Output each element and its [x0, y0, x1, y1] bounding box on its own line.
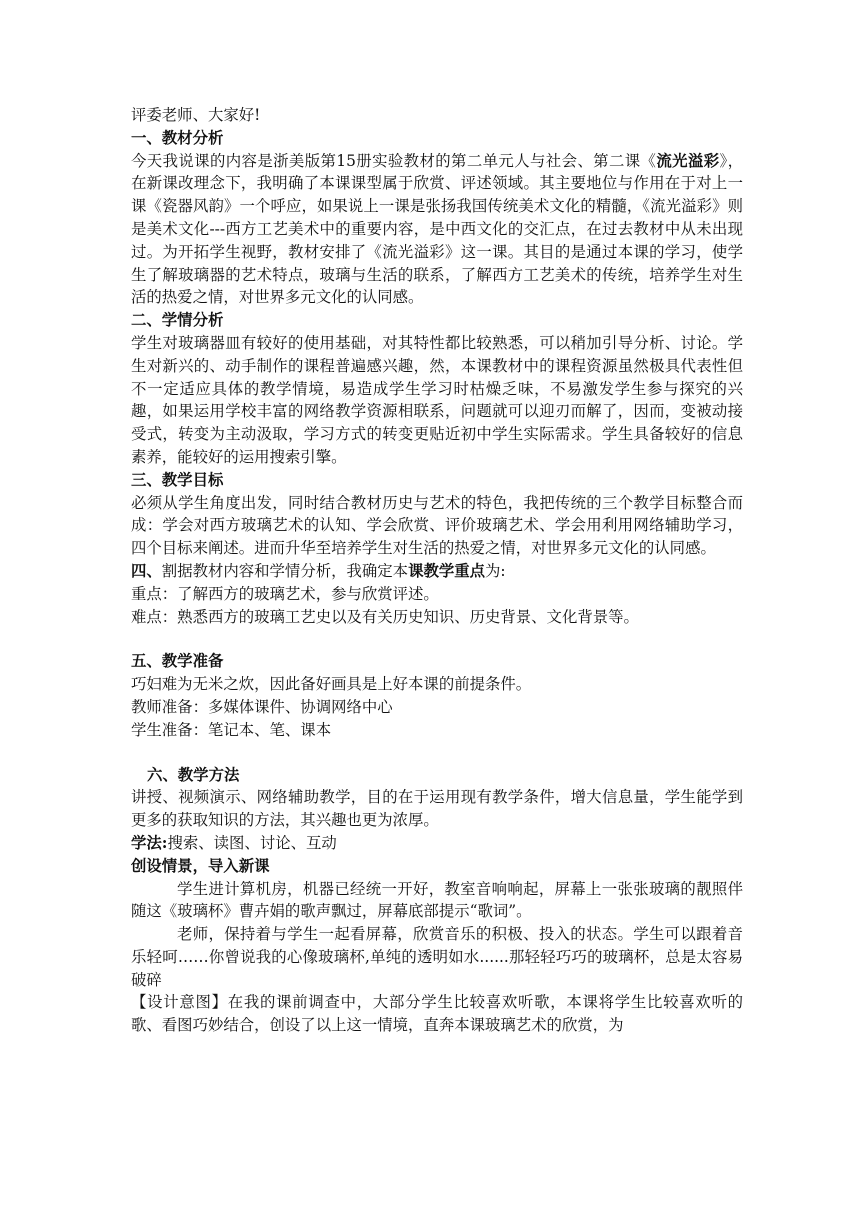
- intro-paragraph-1: 学生进计算机房，机器已经统一开好，教室音响响起，屏幕上一张张玻璃的靓照伴随这《玻璃杯》曹卉娟的歌声飘过，屏幕底部提示“歌词”。: [131, 879, 743, 921]
- section-heading-textbook-analysis: 一、教材分析: [131, 128, 224, 147]
- section-heading-key-points: [131, 560, 743, 583]
- blank-line: [131, 628, 743, 650]
- design-intent-paragraph: 【设计意图】在我的课前调查中，大部分学生比较喜欢听歌，本课将学生比较喜欢听的歌、看图巧妙结合，创设了以上这一情境，直奔本课玻璃艺术的欣赏，为: [131, 993, 743, 1035]
- document-page: [131, 104, 743, 1037]
- teaching-methods-paragraph: 讲授、视频演示、网络辅助教学，目的在于运用现有教学条件，增大信息量，学生能学到更多的获取知识的方法，其兴趣也更为浓厚。: [131, 788, 743, 830]
- text-run: 课教学重点: [408, 561, 486, 580]
- learning-methods-label: 学法:: [131, 833, 168, 852]
- student-preparation-line: 学生准备：笔记本、笔、课本: [131, 720, 332, 739]
- teaching-goals-paragraph: 必须从学生角度出发，同时结合教材历史与艺术的特色，我把传统的三个教学目标整合而成：学会对西方玻璃艺术的认知、学会欣赏、评价玻璃艺术、学会用利用网络辅助学习，四个目标来阐述。进而升华至培养学生对生活的热爱之情，对世界多元文化的认同感。: [131, 493, 743, 558]
- text-run: 四、: [131, 561, 162, 580]
- preparation-paragraph: 巧妇难为无米之炊，因此备好画具是上好本课的前提条件。: [131, 675, 532, 694]
- lesson-title-bold: 流光溢彩: [656, 151, 720, 170]
- text-run: 》，在新课改理念下，我明确了本课课型属于欣赏、评述领域。其主要地位与作用在于对上一课《瓷器风韵》一个呼应，如果说上一课是张扬我国传统美术文化的精髓，《流光溢彩》则是美术文化---西方工艺美术中的重要内容，是中西文化的交汇点，在过去教材中从未出现过。为开拓学生视野，教材安排了《流光溢彩》这一课。其目的是通过本课的学习，使学生了解玻璃器的艺术特点，玻璃与生活的联系，了解西方工艺美术的传统，培养学生对生活的热爱之情，对世界多元文化的认同感。: [131, 151, 743, 307]
- text-run: 为:: [485, 561, 506, 580]
- text-run: 今天我说课的内容是浙美版第15册实验教材的第二单元人与社会、第二课《: [131, 151, 657, 170]
- section-heading-intro: 创设情景，导入新课: [131, 856, 270, 875]
- learning-methods-text: 搜索、读图、讨论、互动: [167, 833, 337, 852]
- student-analysis-paragraph: 学生对玻璃器皿有较好的使用基础，对其特性都比较熟悉，可以稍加引导分析、讨论。学生对新兴的、动手制作的课程普遍感兴趣，然，本课教材中的课程资源虽然极具代表性但不一定适应具体的教学情境，易造成学生学习时枯燥乏味，不易激发学生参与探究的兴趣，如果运用学校丰富的网络教学资源相联系，问题就可以迎刃而解了，因而，变被动接受式，转变为主动汲取，学习方式的转变更贴近初中学生实际需求。学生具备较好的信息素养，能较好的运用搜索引擎。: [131, 333, 743, 466]
- learning-methods-line: [131, 832, 743, 855]
- textbook-analysis-paragraph: [131, 150, 743, 310]
- section-heading-student-analysis: 二、学情分析: [131, 311, 224, 330]
- intro-paragraph-2: 老师，保持着与学生一起看屏幕，欣赏音乐的积极、投入的状态。学生可以跟着音乐轻呵……你曾说我的心像玻璃杯,单纯的透明如水......那轻轻巧巧的玻璃杯，总是太容易破碎: [131, 925, 743, 989]
- blank-line: [131, 742, 743, 764]
- section-heading-teaching-preparation: 五、教学准备: [131, 652, 224, 671]
- difficult-point-line: 难点：熟悉西方的玻璃工艺史以及有关历史知识、历史背景、文化背景等。: [131, 607, 639, 626]
- greeting: 评委老师、大家好!: [131, 106, 261, 124]
- teacher-preparation-line: 教师准备：多媒体课件、协调网络中心: [131, 697, 393, 716]
- section-heading-teaching-methods: 六、教学方法: [147, 765, 240, 784]
- section-heading-teaching-goals: 三、教学目标: [131, 470, 224, 489]
- text-run: 割据教材内容和学情分析，我确定本: [161, 561, 409, 580]
- key-point-line: 重点：了解西方的玻璃艺术，参与欣赏评述。: [131, 584, 439, 603]
